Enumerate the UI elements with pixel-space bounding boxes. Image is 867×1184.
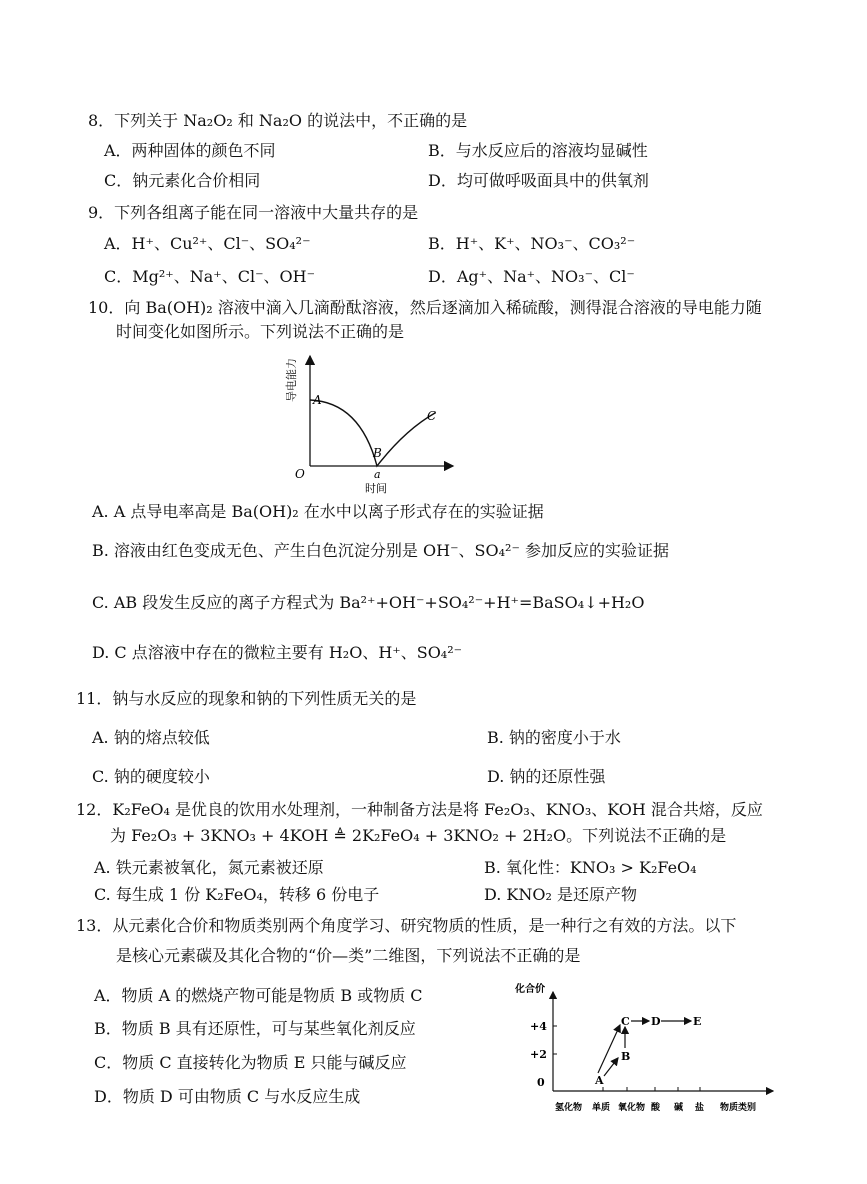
q8-option-a: A．两种固体的颜色不同	[104, 141, 276, 160]
diagram-point-e: E	[693, 1015, 702, 1028]
arrow-a-to-c	[598, 1025, 620, 1073]
q9-option-d: D．Ag⁺、Na⁺、NO₃⁻、Cl⁻	[428, 267, 635, 286]
q10-option-d: D. C 点溶液中存在的微粒主要有 H₂O、H⁺、SO₄²⁻	[92, 643, 463, 662]
q12-option-b: B. 氧化性：KNO₃ > K₂FeO₄	[484, 858, 697, 877]
q13-option-c: C．物质 C 直接转化为物质 E 只能与碱反应	[94, 1053, 407, 1072]
q13-option-a: A．物质 A 的燃烧产物可能是物质 B 或物质 C	[94, 986, 423, 1005]
arrow-a-to-b	[604, 1058, 618, 1076]
diagram-xcat-base: 碱	[674, 1103, 684, 1113]
diagram-xcat-oxide: 氧化物	[618, 1103, 646, 1113]
q13-stem-line1: 13．从元素化合价和物质类别两个角度学习、研究物质的性质，是一种行之有效的方法。以下	[76, 916, 737, 935]
q9-option-b: B．H⁺、K⁺、NO₃⁻、CO₃²⁻	[428, 234, 636, 253]
graph-origin: O	[295, 467, 305, 481]
q13-stem-line2: 是核心元素碳及其化合物的“价—类”二维图，下列说法不正确的是	[116, 946, 581, 965]
q12-stem-line2: 为 Fe₂O₃ + 3KNO₃ + 4KOH ≜ 2K₂FeO₄ + 3KNO₂ + 2H₂O。下列说法不正确的是	[110, 826, 727, 845]
q11-option-a: A. 钠的熔点较低	[92, 728, 210, 747]
q11-option-b: B. 钠的密度小于水	[487, 728, 621, 747]
q10-stem-line2: 时间变化如图所示。下列说法不正确的是	[116, 322, 405, 341]
q8-stem: 8．下列关于 Na₂O₂ 和 Na₂O 的说法中，不正确的是	[88, 111, 468, 130]
q9-option-c: C．Mg²⁺、Na⁺、Cl⁻、OH⁻	[104, 267, 316, 286]
diagram-point-d: D	[651, 1015, 661, 1028]
diagram-xlabel: 物质类别	[720, 1103, 757, 1113]
diagram-ytick-plus4: +4	[530, 1020, 547, 1033]
q9-stem: 9．下列各组离子能在同一溶液中大量共存的是	[88, 203, 419, 222]
valence-class-diagram	[505, 978, 780, 1118]
q8-option-c: C．钠元素化合价相同	[104, 171, 261, 190]
q10-option-c: C. AB 段发生反应的离子方程式为 Ba²⁺+OH⁻+SO₄²⁻+H⁺=BaSO₄↓+H₂O	[92, 593, 645, 612]
diagram-ytick-zero: 0	[537, 1076, 545, 1089]
q10-option-a: A. A 点导电率高是 Ba(OH)₂ 在水中以离子形式存在的实验证据	[92, 502, 544, 521]
diagram-point-a: A	[595, 1074, 604, 1087]
diagram-ylabel: 化合价	[515, 984, 545, 995]
q13-option-b: B．物质 B 具有还原性，可与某些氧化剂反应	[94, 1019, 416, 1038]
q9-option-a: A．H⁺、Cu²⁺、Cl⁻、SO₄²⁻	[104, 234, 311, 253]
graph-point-c: C	[427, 409, 437, 423]
q11-option-c: C. 钠的硬度较小	[92, 767, 210, 786]
diagram-xcat-element: 单质	[592, 1103, 611, 1113]
graph-ylabel: 导电能力	[285, 358, 298, 402]
conductivity-graph	[285, 350, 465, 495]
diagram-xcat-hydride: 氢化物	[555, 1103, 583, 1113]
diagram-point-b: B	[621, 1050, 631, 1063]
q12-stem-line1: 12．K₂FeO₄ 是优良的饮用水处理剂，一种制备方法是将 Fe₂O₃、KNO₃、KOH 混合共熔，反应	[76, 800, 763, 819]
q8-option-b: B．与水反应后的溶液均显碱性	[428, 141, 648, 160]
q12-option-a: A. 铁元素被氧化，氮元素被还原	[94, 858, 324, 877]
graph-point-a: A	[313, 393, 322, 407]
graph-xlabel: 时间	[365, 482, 387, 495]
q10-stem-line1: 10．向 Ba(OH)₂ 溶液中滴入几滴酚酞溶液，然后逐滴加入稀硫酸，测得混合溶液的导电能力随	[88, 298, 762, 317]
q11-option-d: D. 钠的还原性强	[487, 767, 606, 786]
diagram-ytick-plus2: +2	[530, 1048, 547, 1061]
q13-option-d: D．物质 D 可由物质 C 与水反应生成	[94, 1087, 361, 1106]
diagram-point-c: C	[621, 1015, 630, 1028]
graph-point-b: B	[373, 446, 382, 460]
q12-option-c: C. 每生成 1 份 K₂FeO₄，转移 6 份电子	[94, 885, 380, 904]
q10-option-b: B. 溶液由红色变成无色、产生白色沉淀分别是 OH⁻、SO₄²⁻ 参加反应的实验证据	[92, 541, 669, 560]
q11-stem: 11．钠与水反应的现象和钠的下列性质无关的是	[76, 689, 417, 708]
diagram-xcat-acid: 酸	[651, 1103, 661, 1113]
graph-tick-a: a	[374, 468, 381, 481]
q8-option-d: D．均可做呼吸面具中的供氧剂	[428, 171, 649, 190]
q12-option-d: D. KNO₂ 是还原产物	[484, 885, 638, 904]
diagram-xcat-salt: 盐	[695, 1103, 705, 1113]
